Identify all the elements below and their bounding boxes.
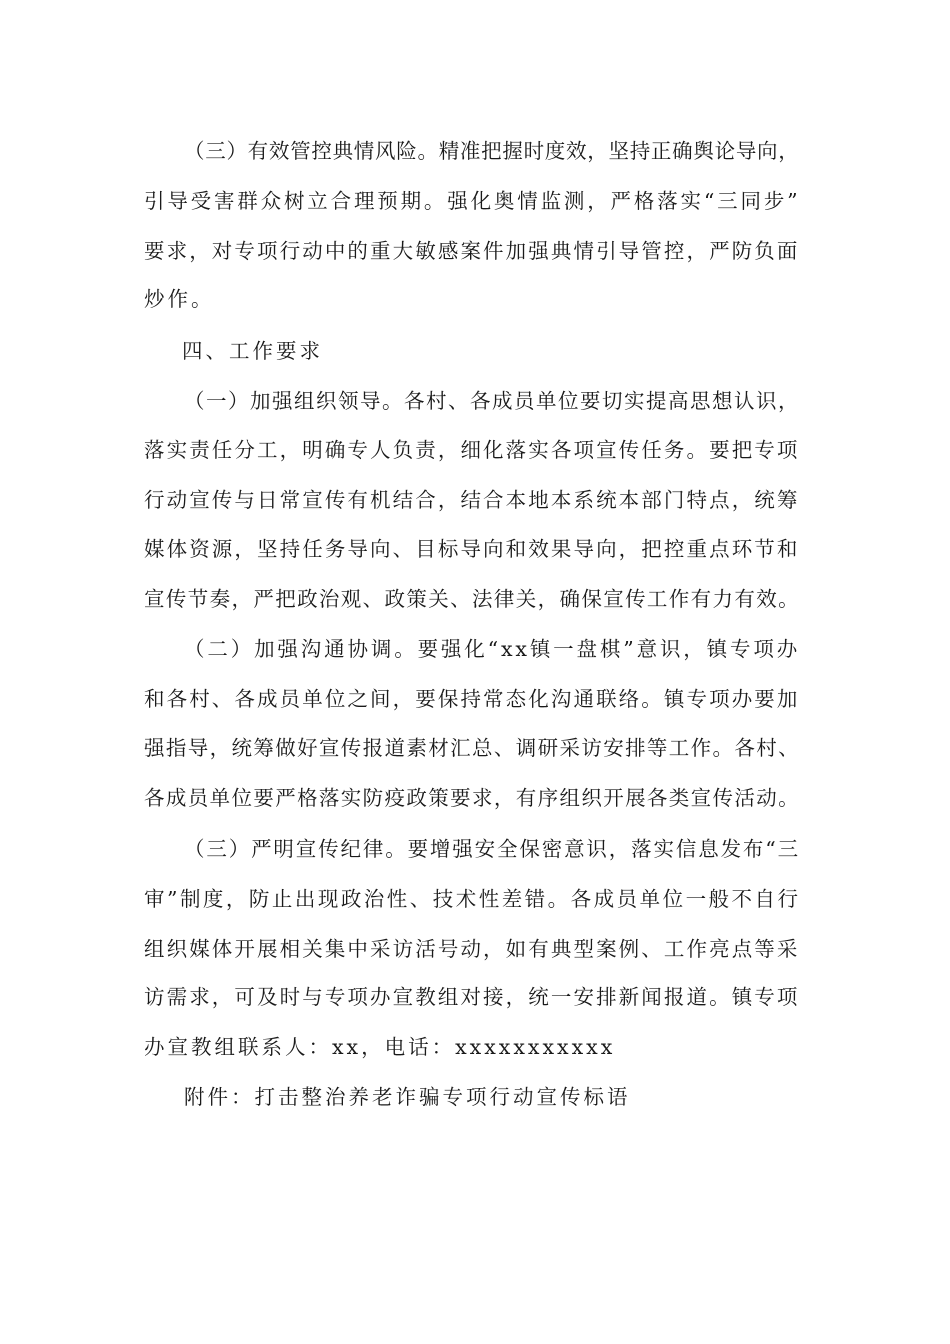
paragraph-line: 办宣教组联系人：xx，电话：xxxxxxxxxxx xyxy=(144,1035,616,1059)
paragraph-line: 强指导，统筹做好宣传报道素材汇总、调研采访安排等工作。各村、 xyxy=(144,736,800,760)
attachment-line: 附件：打击整治养老诈骗专项行动宣传标语 xyxy=(184,1085,631,1109)
paragraph-line: 访需求，可及时与专项办宣教组对接，统一安排新闻报道。镇专项 xyxy=(144,985,800,1009)
paragraph-line: （三）有效管控典情风险。精准把握时度效，坚持正确舆论导向， xyxy=(184,139,800,163)
paragraph-line: （一）加强组织领导。各村、各成员单位要切实提高思想认识， xyxy=(184,389,800,413)
paragraph-line: 和各村、各成员单位之间，要保持常态化沟通联络。镇专项办要加 xyxy=(144,687,800,711)
paragraph-line: 各成员单位要严格落实防疫政策要求，有序组织开展各类宣传活动。 xyxy=(144,786,800,810)
paragraph-line: 媒体资源，坚持任务导向、目标导向和效果导向，把控重点环节和 xyxy=(144,537,800,561)
paragraph-line: 审”制度，防止出现政治性、技术性差错。各成员单位一般不自行 xyxy=(144,887,801,911)
paragraph-line: 组织媒体开展相关集中采访活号动，如有典型案例、工作亮点等采 xyxy=(144,937,800,961)
paragraph-line: 落实责任分工，明确专人负责，细化落实各项宣传任务。要把专项 xyxy=(144,438,800,462)
paragraph-line: 要求，对专项行动中的重大敏感案件加强典情引导管控，严防负面 xyxy=(144,239,800,263)
paragraph-line: （三）严明宣传纪律。要增强安全保密意识，落实信息发布“三 xyxy=(184,837,800,861)
section-heading: 四、工作要求 xyxy=(182,339,323,363)
paragraph-line: 宣传节奏，严把政治观、政策关、法律关，确保宣传工作有力有效。 xyxy=(144,587,800,611)
paragraph-line: 行动宣传与日常宣传有机结合，结合本地本系统本部门特点，统筹 xyxy=(144,488,800,512)
paragraph-line: 炒作。 xyxy=(144,287,215,311)
paragraph-line: 引导受害群众树立合理预期。强化奥情监测，严格落实“三同步” xyxy=(144,189,801,213)
paragraph-line: （二）加强沟通协调。要强化“xx镇一盘棋”意识，镇专项办 xyxy=(184,637,801,661)
